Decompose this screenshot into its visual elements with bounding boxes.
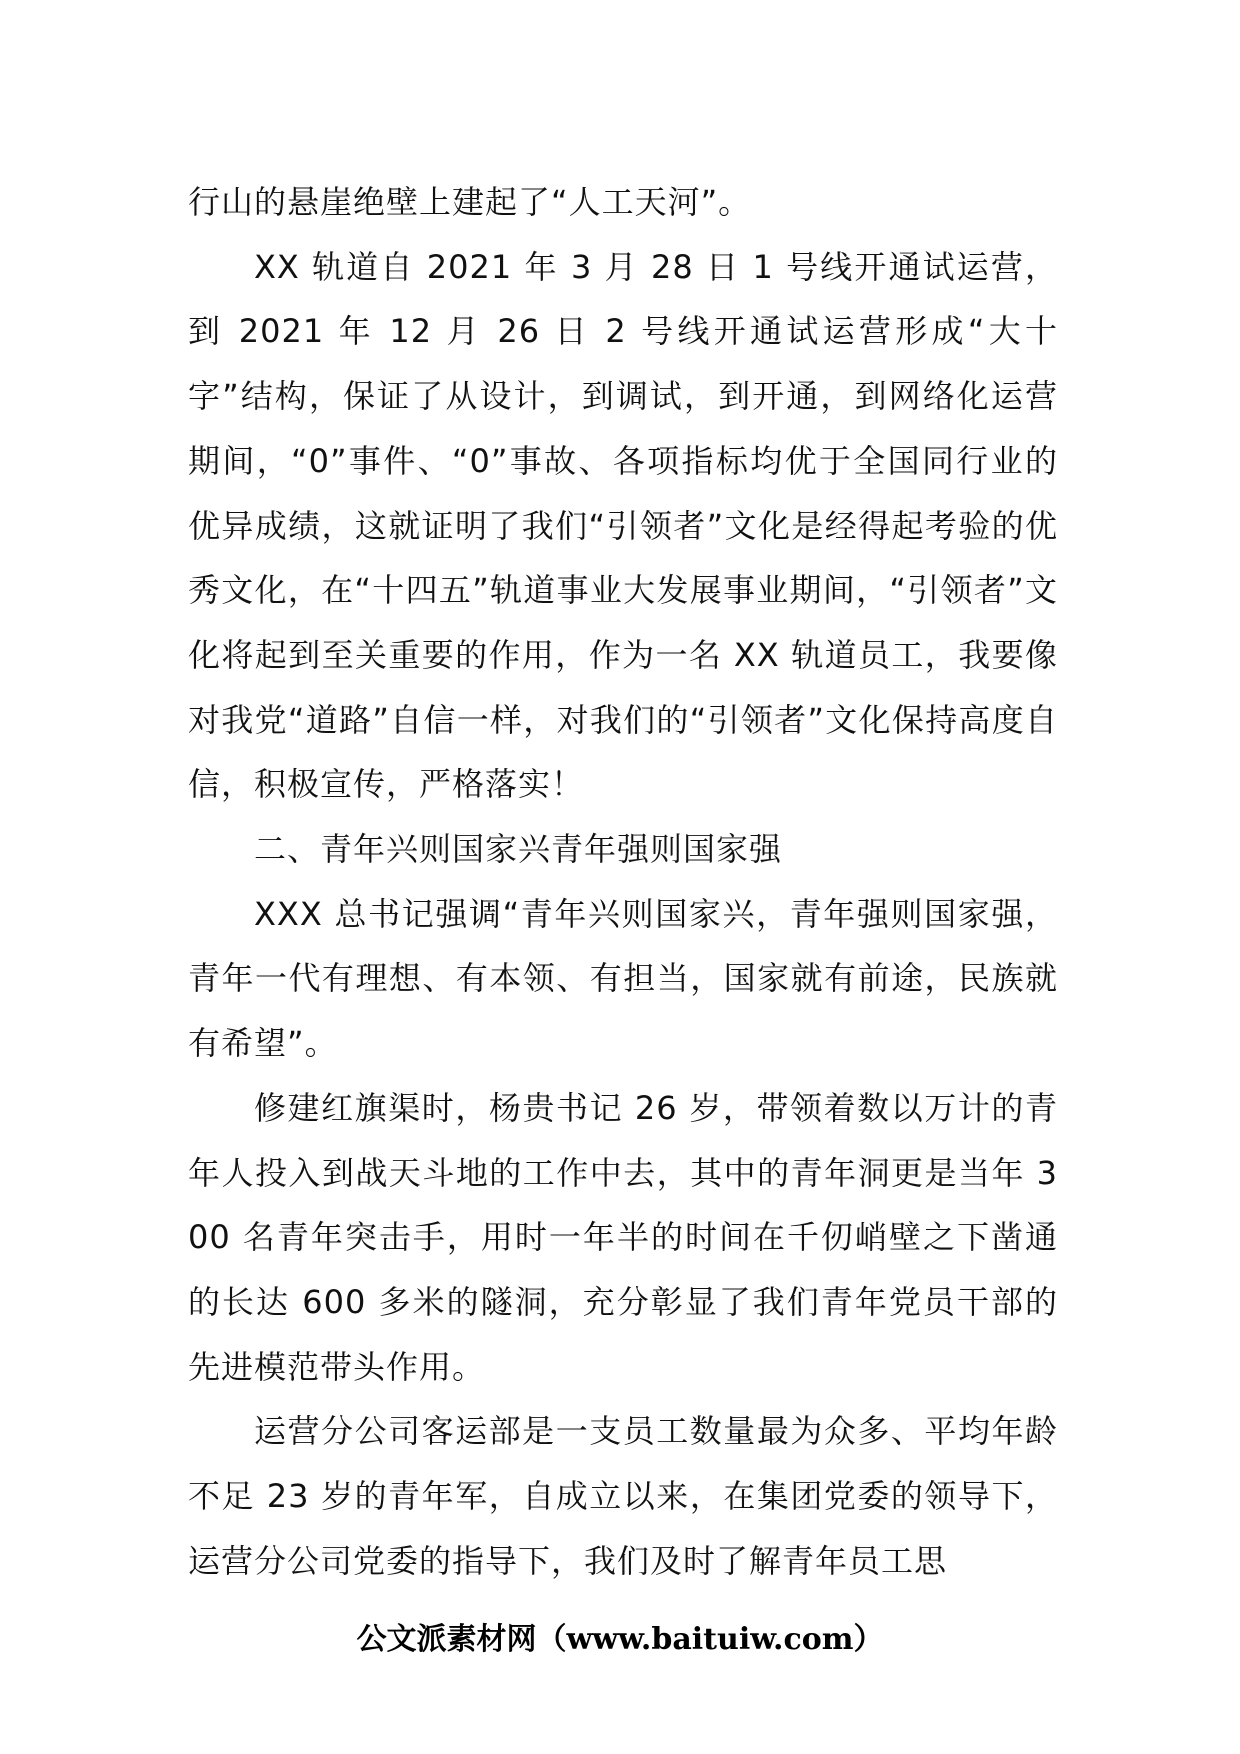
paragraph-rail-operations: XX 轨道自 2021 年 3 月 28 日 1 号线开通试运营，到 2021 年 12 月 26 日 2 号线开通试运营形成“大十字”结构，保证了从设计，到调试，到开通，到网络化运营期间，“0”事件、“0”事故、各项指标均优于全国同行业的优异成绩，这就证明了我们“引领者”文化是经得起考验的优秀文化，在“十四五”轨道事业大发展事业期间，“引领者”文化将起到至关重要的作用，作为一名 XX 轨道员工，我要像对我党“道路”自信一样，对我们的“引领者”文化保持高度自信，积极宣传，严格落实！ <box>188 247 1058 804</box>
section-heading: 二、青年兴则国家兴青年强则国家强 <box>254 830 783 869</box>
paragraph-red-flag-canal: 修建红旗渠时，杨贵书记 26 岁，带领着数以万计的青年人投入到战天斗地的工作中去，其中的青年洞更是当年 300 名青年突击手，用时一年半的时间在千仞峭壁之下凿通的长达 600 多米的隧洞，充分彰显了我们青年党员干部的先进模范带头作用。 <box>188 1088 1058 1386</box>
paragraph-continuation: 行山的悬崖绝壁上建起了“人工天河”。 <box>188 183 752 221</box>
paragraph-quote: XXX 总书记强调“青年兴则国家兴，青年强则国家强，青年一代有理想、有本领、有担当，国家就有前途，民族就有希望”。 <box>188 894 1058 1063</box>
document-body <box>188 170 1058 1593</box>
footer-watermark: 公文派素材网（www.baituiw.com） <box>356 1622 884 1657</box>
paragraph-passenger-department: 运营分公司客运部是一支员工数量最为众多、平均年龄不足 23 岁的青年军，自成立以来，在集团党委的领导下，运营分公司党委的指导下，我们及时了解青年员工思 <box>188 1412 1058 1580</box>
